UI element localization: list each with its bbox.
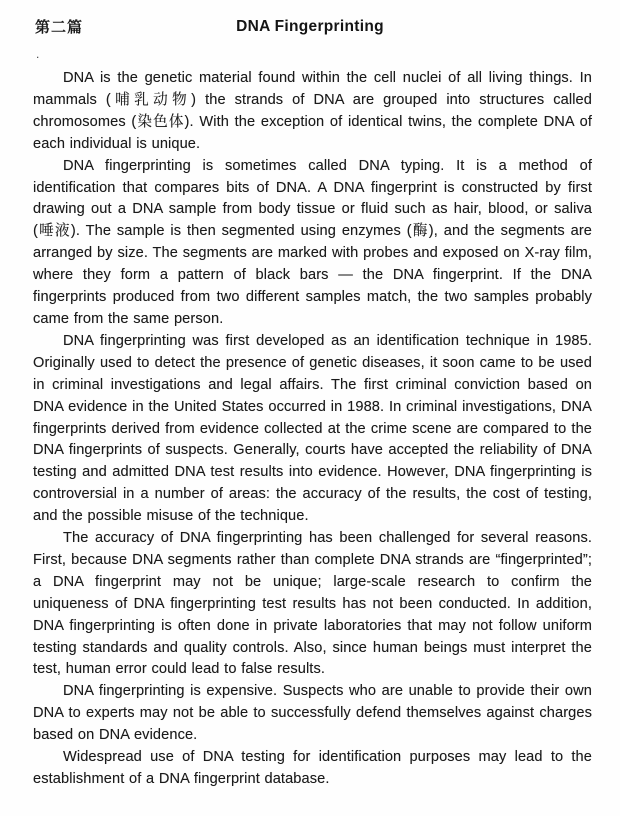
paragraph: DNA fingerprinting is sometimes called DNA typing. It is a method of identification that compares bits of DNA. A DNA fingerprint is constructed by first drawing out a DNA sample from body tissue or fluid such as hair, blood, or saliva (唾液). The sample is then segmented using enzymes (酶), and the segments are arranged by size. The segments are marked with probes and exposed on X-ray film, where they form a pattern of black bars — the DNA fingerprint. If the DNA fingerprints produced from two different samples match, the two samples probably came from the same person. (33, 157, 592, 327)
paragraph: The accuracy of DNA fingerprinting has been challenged for several reasons. First, because DNA segments rather than complete DNA strands are “fingerprinted”; a DNA fingerprint may not be unique; large-scale research to confirm the uniqueness of DNA fingerprinting test results has not been conducted. In addition, DNA fingerprinting is often done in private laboratories that may not follow uniform testing standards and quality controls. Also, since human beings must interpret the test, human error could lead to false results. (33, 530, 592, 678)
section-label: 第二篇 (35, 19, 84, 36)
paragraph: DNA fingerprinting is expensive. Suspects who are unable to provide their own DNA to experts may not be able to successfully defend themselves against charges based on DNA evidence. (33, 683, 592, 744)
page-title: DNA Fingerprinting (236, 18, 384, 35)
scan-artifact-dot: . (36, 47, 40, 61)
paragraph: Widespread use of DNA testing for identification purposes may lead to the establishment of a DNA fingerprint database. (33, 749, 592, 787)
paragraph: DNA fingerprinting was first developed as an identification technique in 1985. Originally used to detect the presence of genetic diseases, it soon came to be used in criminal investigations and legal affairs. The first criminal conviction based on DNA evidence in the United States occurred in 1988. In criminal investigations, DNA fingerprints derived from evidence collected at the crime scene are compared to the DNA fingerprints of suspects. Generally, courts have accepted the reliability of DNA testing and admitted DNA test results into evidence. However, DNA fingerprinting is controversial in a number of areas: the accuracy of the results, the cost of testing, and the possible misuse of the technique. (33, 332, 592, 525)
paragraph: DNA is the genetic material found within the cell nuclei of all living things. In mammals (哺乳动物) the strands of DNA are grouped into structures called chromosomes (染色体). With the exception of identical twins, the complete DNA of each individual is unique. (33, 70, 592, 152)
page-header (0, 0, 620, 54)
article-body (33, 68, 592, 791)
